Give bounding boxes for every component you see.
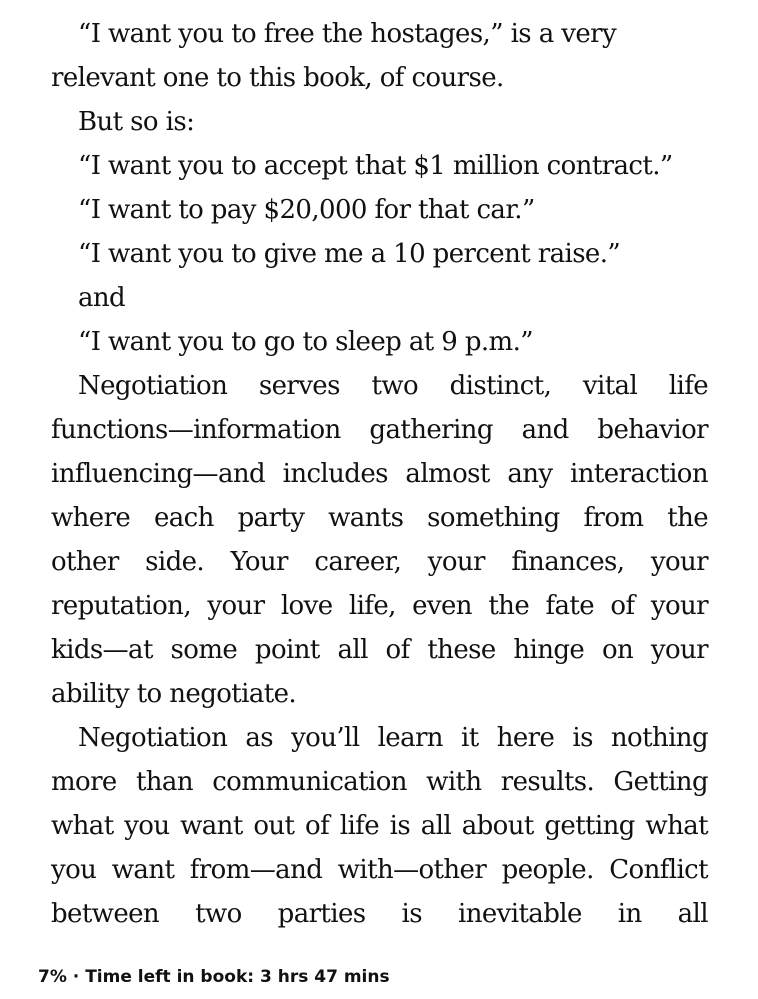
time-left-text: Time left in book: 3 hrs 47 mins bbox=[85, 967, 390, 987]
text-line: other side. Your career, your finances, your bbox=[51, 547, 708, 577]
text-line: and bbox=[78, 283, 126, 313]
book-page-text bbox=[51, 12, 708, 936]
text-line: Negotiation serves two distinct, vital life bbox=[78, 371, 708, 401]
text-line: influencing—and includes almost any interaction bbox=[51, 459, 708, 489]
text-line: “I want you to go to sleep at 9 p.m.” bbox=[78, 327, 533, 357]
text-line: more than communication with results. Getting bbox=[51, 767, 708, 797]
text-line: where each party wants something from the bbox=[51, 503, 708, 533]
text-line: Negotiation as you’ll learn it here is nothing bbox=[78, 723, 708, 753]
text-line: you want from—and with—other people. Conflict bbox=[51, 855, 708, 885]
text-line: between two parties is inevitable in all bbox=[51, 899, 708, 929]
text-line: “I want you to accept that $1 million contract.” bbox=[78, 151, 673, 181]
separator-dot: · bbox=[72, 967, 80, 987]
text-line: kids—at some point all of these hinge on your bbox=[51, 635, 708, 665]
text-line: “I want you to give me a 10 percent raise.” bbox=[78, 239, 621, 269]
progress-percent: 7% bbox=[38, 967, 67, 987]
text-line: But so is: bbox=[78, 107, 195, 137]
text-line: “I want you to free the hostages,” is a very bbox=[78, 19, 617, 49]
text-line: reputation, your love life, even the fate of your bbox=[51, 591, 708, 621]
text-line: ability to negotiate. bbox=[51, 679, 297, 709]
reading-progress-footer bbox=[38, 967, 390, 987]
text-line: functions—information gathering and behavior bbox=[51, 415, 708, 445]
text-line: what you want out of life is all about getting what bbox=[51, 811, 708, 841]
text-line: relevant one to this book, of course. bbox=[51, 63, 504, 93]
text-line: “I want to pay $20,000 for that car.” bbox=[78, 195, 535, 225]
